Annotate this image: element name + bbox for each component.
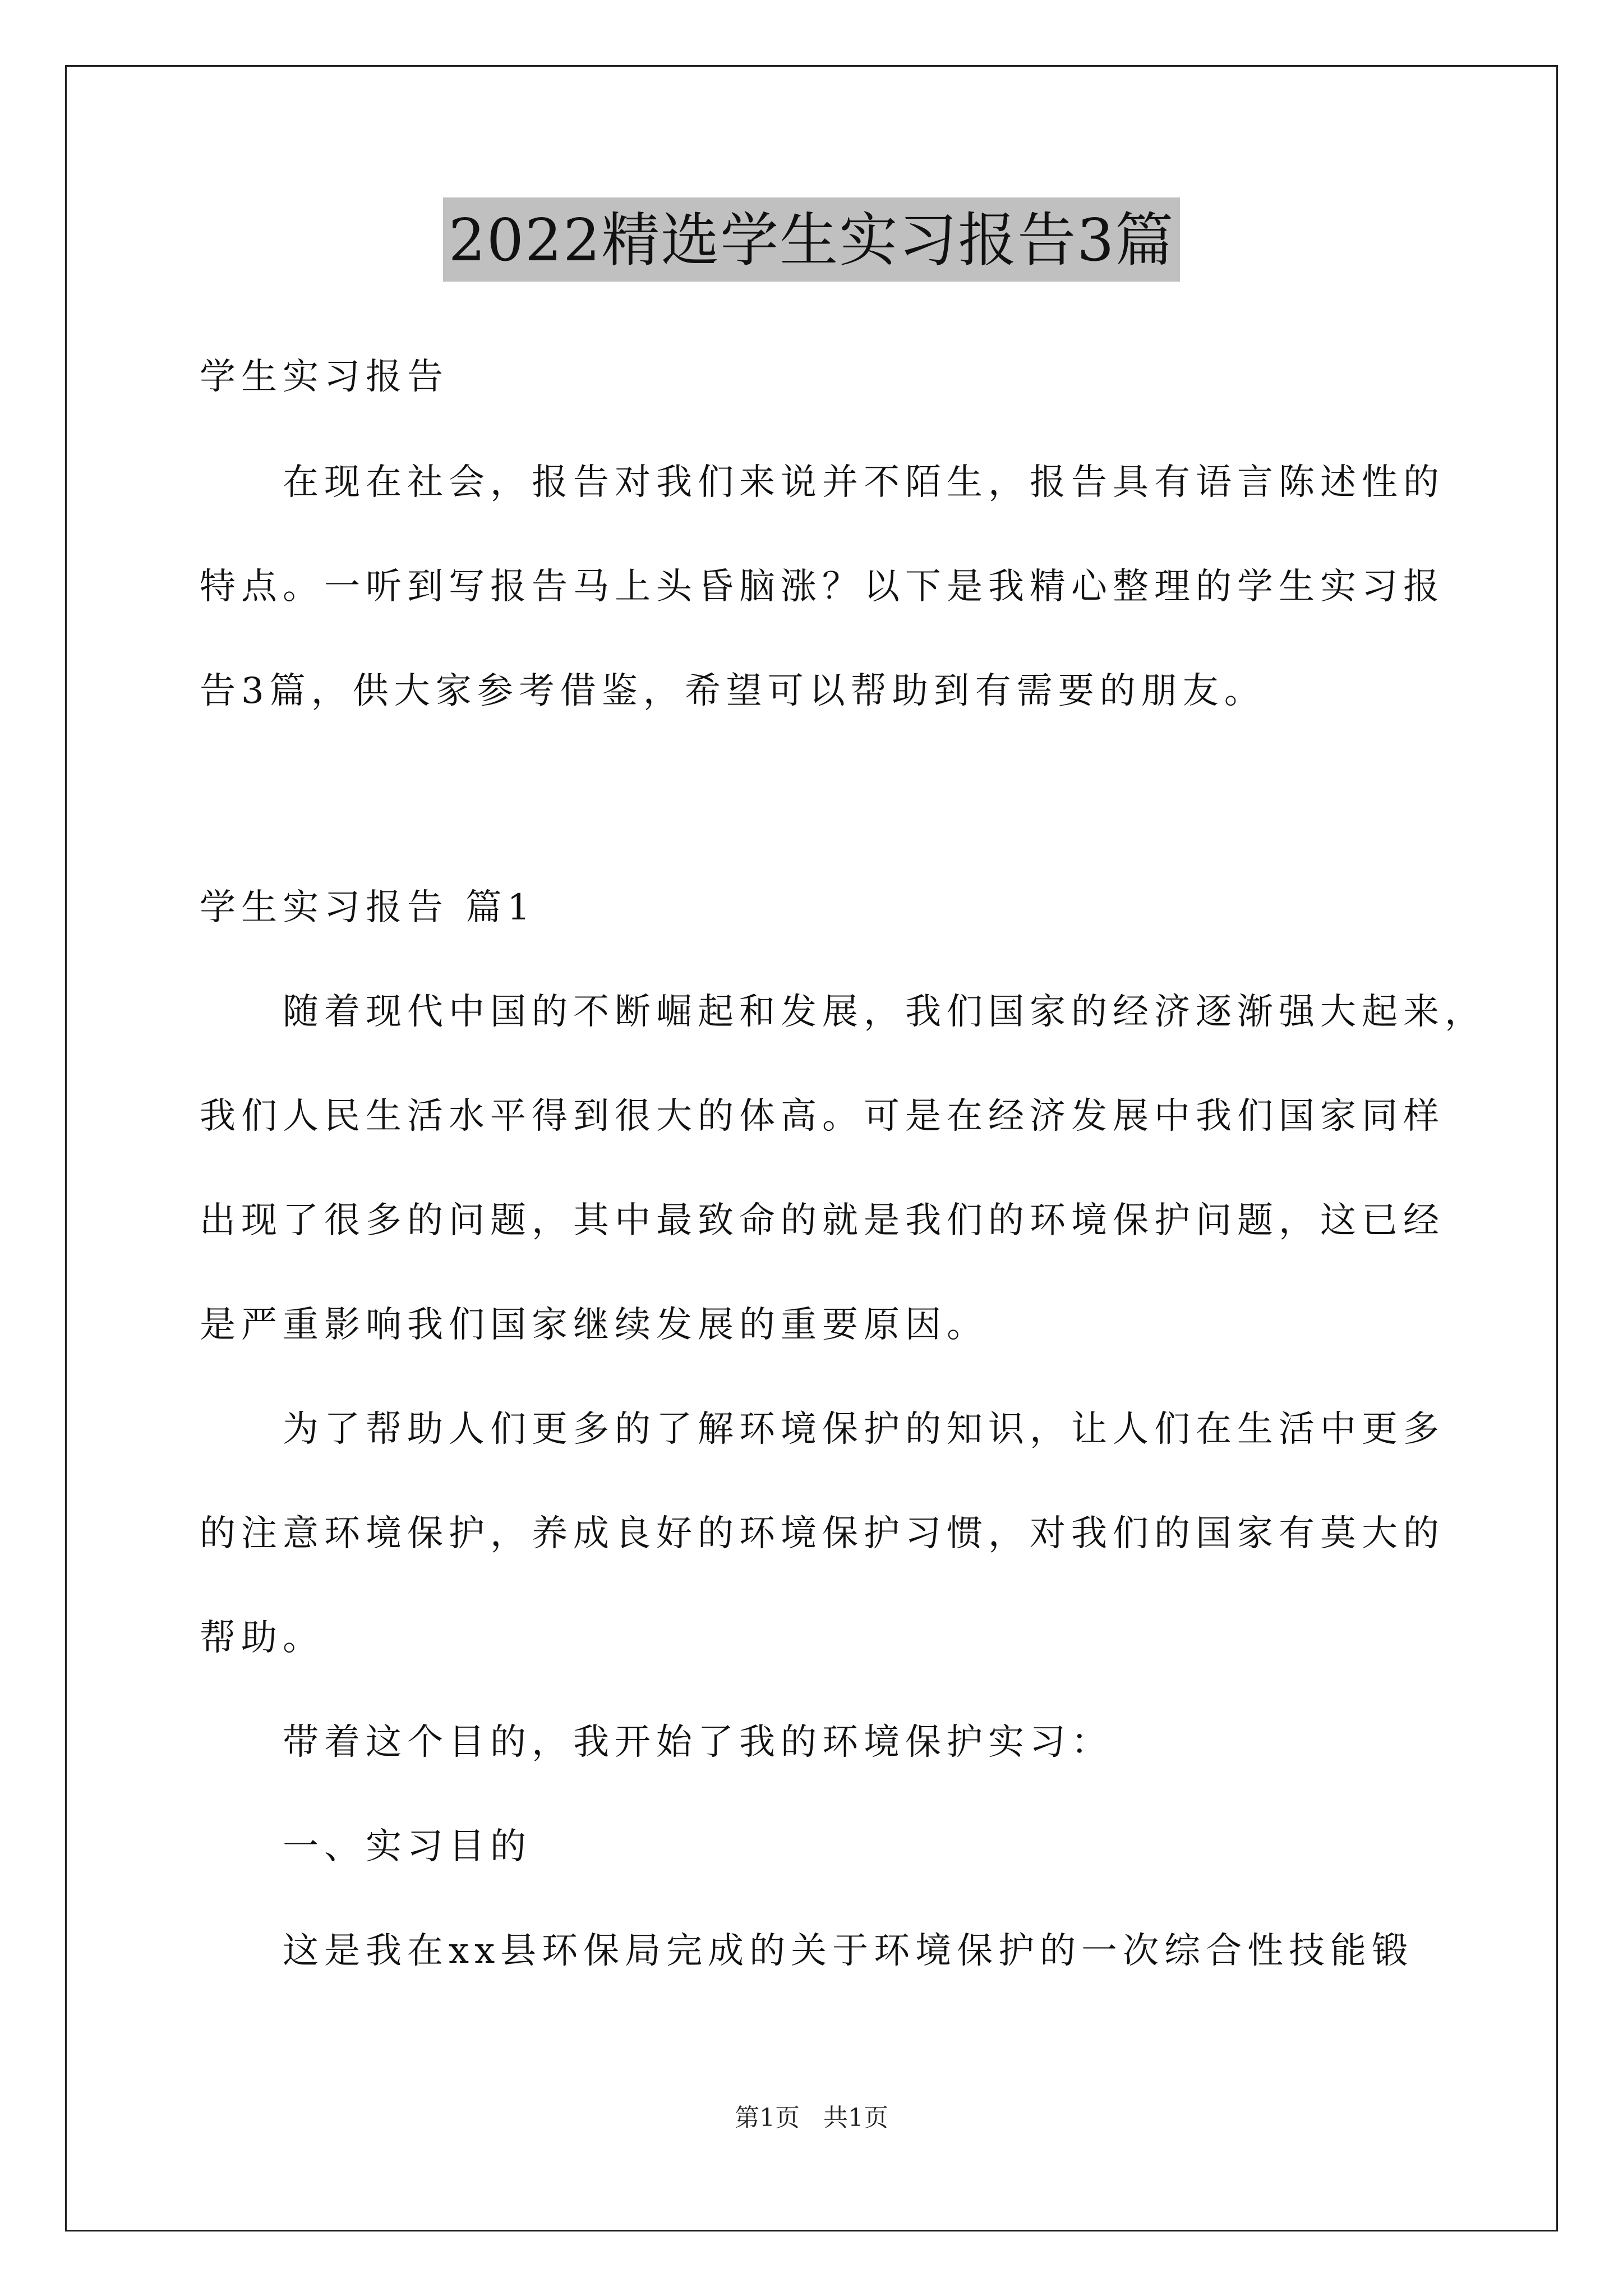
paragraph-line: 随着现代中国的不断崛起和发展，我们国家的经济逐渐强大起来， [283, 991, 1486, 1033]
title-container [0, 197, 1623, 282]
paragraph-line: 我们人民生活水平得到很大的体高。可是在经济发展中我们国家同样 [200, 1096, 1445, 1137]
intro-line: 在现在社会，报告对我们来说并不陌生，报告具有语言陈述性的 [283, 462, 1445, 503]
intro-line: 特点。一听到写报告马上头昏脑涨？以下是我精心整理的学生实习报 [200, 566, 1445, 608]
intro-line: 告3篇，供大家参考借鉴，希望可以帮助到有需要的朋友。 [200, 670, 1266, 712]
paragraph-line: 是严重影响我们国家继续发展的重要原因。 [200, 1304, 988, 1346]
paragraph-line: 这是我在xx县环保局完成的关于环境保护的一次综合性技能锻 [283, 1930, 1414, 1972]
section-heading: 学生实习报告 篇1 [200, 887, 536, 928]
paragraph-line: 出现了很多的问题，其中最致命的就是我们的环境保护问题，这已经 [200, 1200, 1445, 1241]
page-footer [0, 2101, 1623, 2135]
page-total: 共1页 [823, 2104, 888, 2132]
paragraph-line: 为了帮助人们更多的了解环境保护的知识，让人们在生活中更多 [283, 1409, 1445, 1450]
page-number: 第1页 [735, 2104, 800, 2132]
subheading: 一、实习目的 [283, 1826, 532, 1867]
intro-heading: 学生实习报告 [200, 356, 449, 398]
document-title: 2022精选学生实习报告3篇 [443, 197, 1181, 282]
paragraph-line: 帮助。 [200, 1617, 324, 1659]
paragraph-line: 的注意环境保护，养成良好的环境保护习惯，对我们的国家有莫大的 [200, 1513, 1445, 1554]
paragraph-line: 带着这个目的，我开始了我的环境保护实习： [283, 1722, 1113, 1763]
